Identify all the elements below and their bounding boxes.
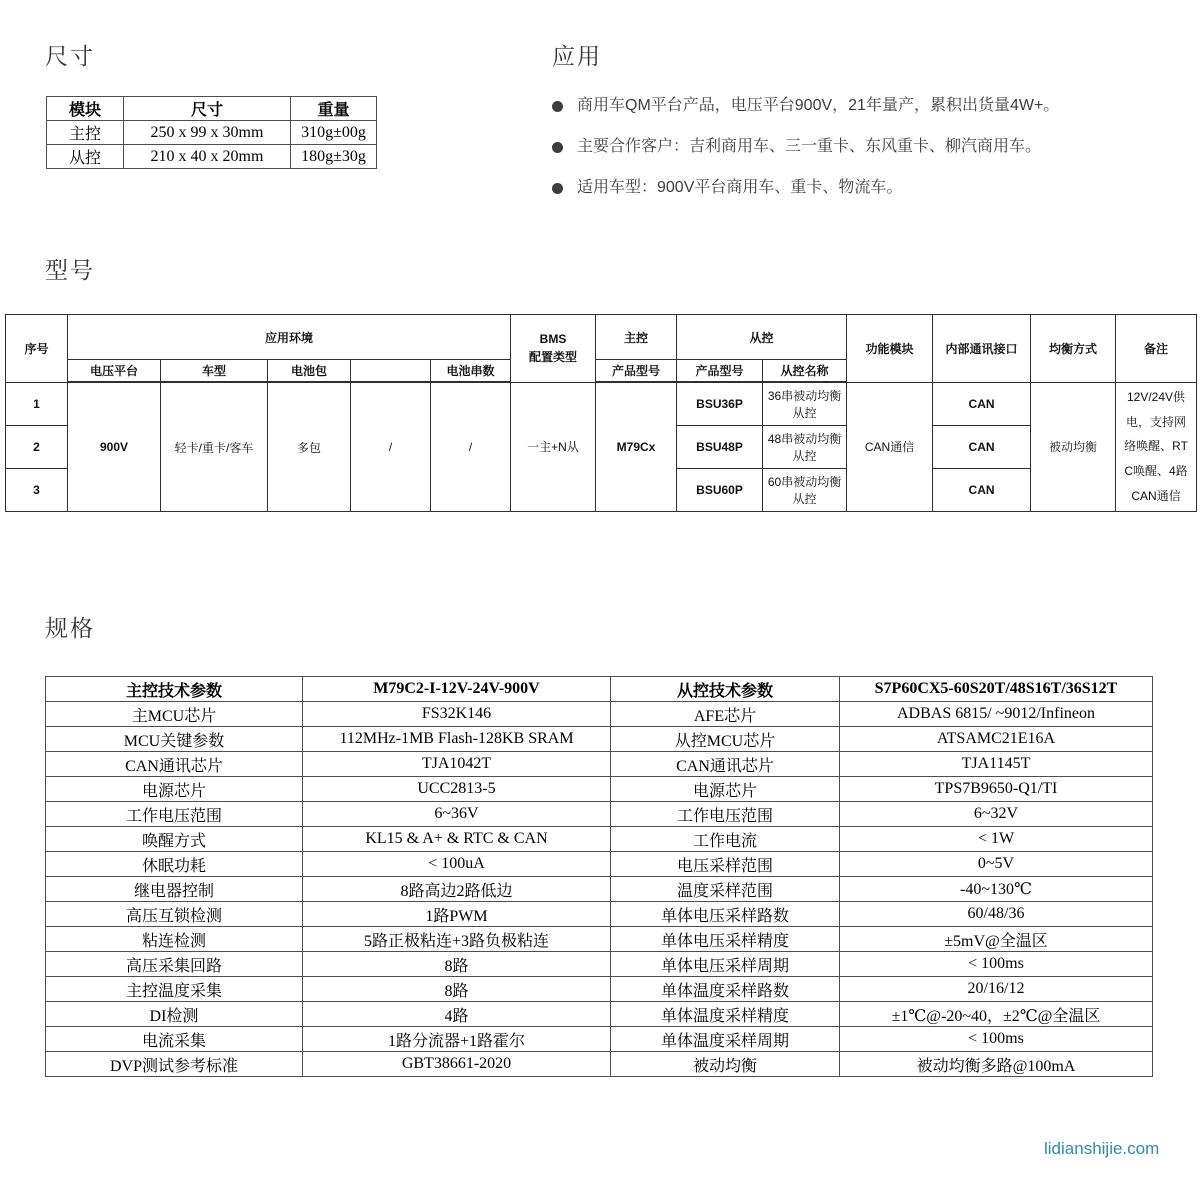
dimensions-header-size: 尺寸 [124,97,291,121]
subheader-voltage-platform: 电压平台 [68,360,161,383]
spec-param-value: ±5mV@全温区 [840,927,1153,952]
spec-param-value: < 100ms [840,952,1153,977]
spec-row [46,1002,1153,1027]
spec-header-row [46,677,1153,702]
model-section-title: 型号 [45,257,95,283]
spec-param-value: ADBAS 6815/ ~9012/Infineon [840,702,1153,727]
header-cell-function-module: 功能模块 [847,315,933,383]
table-cell: 主控 [47,121,124,145]
spec-param-value: 5路正极粘连+3路负极粘连 [303,927,611,952]
spec-param-value: -40~130℃ [840,877,1153,902]
table-row [47,145,377,169]
spec-row [46,777,1153,802]
spec-param-value: KL15 & A+ & RTC & CAN [303,827,611,852]
spec-param-value: 4路 [303,1002,611,1027]
spec-param-value: TJA1042T [303,752,611,777]
spec-header-slave-params: 从控技术参数 [611,677,840,702]
cell-remark: 12V/24V供电，支持网络唤醒、RTC唤醒、4路CAN通信 [1116,382,1197,512]
table-cell: 310g±00g [291,121,377,145]
cell-slave-model: BSU48P [677,426,763,469]
header-cell-bms-type [511,315,596,383]
spec-param-value: 8路 [303,977,611,1002]
header-cell-app-env: 应用环境 [68,315,511,360]
cell-index: 2 [6,426,68,469]
spec-row [46,852,1153,877]
spec-param-value: 0~5V [840,852,1153,877]
spec-param-value: 112MHz-1MB Flash-128KB SRAM [303,727,611,752]
spec-param-value: GBT38661-2020 [303,1052,611,1077]
cell-slave-name: 36串被动均衡从控 [763,382,847,426]
spec-header-master-params: 主控技术参数 [46,677,303,702]
list-item [552,135,1182,159]
cell-series: / [431,382,511,512]
spec-row [46,927,1153,952]
cell-internal-comm: CAN [933,469,1031,512]
list-item [552,176,1182,200]
spec-param-label: 单体温度采样路数 [611,977,840,1002]
cell-bms-config: 一主+N从 [511,382,596,512]
spec-param-label: 高压采集回路 [46,952,303,977]
model-header-row-1 [6,315,1197,360]
spec-section-title: 规格 [45,615,95,641]
cell-voltage: 900V [68,382,161,512]
spec-row [46,827,1153,852]
spec-param-label: 单体温度采样周期 [611,1027,840,1052]
spec-param-label: 单体电压采样周期 [611,952,840,977]
spec-param-value: ATSAMC21E16A [840,727,1153,752]
spec-row [46,877,1153,902]
spec-param-label: 电源芯片 [611,777,840,802]
spec-param-label: 主MCU芯片 [46,702,303,727]
spec-param-value: TPS7B9650-Q1/TI [840,777,1153,802]
spec-param-label: 高压互锁检测 [46,902,303,927]
spec-param-label: 单体温度采样精度 [611,1002,840,1027]
cell-function-module: CAN通信 [847,382,933,512]
cell-slave-model: BSU36P [677,382,763,426]
size-section-title: 尺寸 [45,43,95,69]
spec-row [46,1027,1153,1052]
list-item [552,94,1182,118]
table-row [47,121,377,145]
dimensions-header-row [47,97,377,121]
spec-param-value: < 100uA [303,852,611,877]
spec-param-value: 1路PWM [303,902,611,927]
cell-internal-comm: CAN [933,426,1031,469]
spec-param-label: 从控MCU芯片 [611,727,840,752]
spec-param-label: 休眠功耗 [46,852,303,877]
spec-param-value: UCC2813-5 [303,777,611,802]
spec-param-label: 粘连检测 [46,927,303,952]
spec-header-slave-model: S7P60CX5-60S20T/48S16T/36S12T [840,677,1153,702]
header-cell-master: 主控 [596,315,677,360]
spec-param-label: 主控温度采集 [46,977,303,1002]
spec-row [46,702,1153,727]
spec-param-value: 6~36V [303,802,611,827]
spec-param-label: 温度采样范围 [611,877,840,902]
model-table [5,314,1197,512]
spec-param-label: DI检测 [46,1002,303,1027]
header-cell-slave: 从控 [677,315,847,360]
header-cell-balance-mode: 均衡方式 [1031,315,1116,383]
spec-param-value: 被动均衡多路@100mA [840,1052,1153,1077]
bullet-text: 商用车QM平台产品，电压平台900V，21年量产，累积出货量4W+。 [577,97,1060,114]
table-cell: 从控 [47,145,124,169]
spec-table-body [46,702,1153,1077]
table-cell: 250 x 99 x 30mm [124,121,291,145]
application-section-title: 应用 [552,43,602,69]
spec-param-label: 继电器控制 [46,877,303,902]
spec-param-label: 电流采集 [46,1027,303,1052]
spec-table [45,676,1153,1077]
spec-row [46,977,1153,1002]
dimensions-header-weight: 重量 [291,97,377,121]
application-bullet-list [552,94,1182,217]
spec-param-value: 60/48/36 [840,902,1153,927]
spec-param-value: 8路 [303,952,611,977]
cell-slave-model: BSU60P [677,469,763,512]
cell-index: 1 [6,382,68,426]
spec-row [46,952,1153,977]
cell-balance-mode: 被动均衡 [1031,382,1116,512]
spec-header-master-model: M79C2-I-12V-24V-900V [303,677,611,702]
cell-index: 3 [6,469,68,512]
subheader-battery-series: 电池串数 [431,360,511,383]
spec-row [46,727,1153,752]
spec-param-label: 被动均衡 [611,1052,840,1077]
header-cell-internal-comm: 内部通讯接口 [933,315,1031,383]
subheader-empty [351,360,431,383]
table-cell: 180g±30g [291,145,377,169]
watermark: lidianshijie.com [1044,1139,1160,1158]
spec-param-value: < 100ms [840,1027,1153,1052]
header-cell-remark: 备注 [1116,315,1197,383]
table-cell: 210 x 40 x 20mm [124,145,291,169]
spec-param-label: 唤醒方式 [46,827,303,852]
spec-param-label: CAN通讯芯片 [46,752,303,777]
bullet-icon [552,142,563,153]
spec-param-label: AFE芯片 [611,702,840,727]
spec-param-value: 20/16/12 [840,977,1153,1002]
spec-row [46,802,1153,827]
dimensions-table [46,96,377,169]
subheader-battery-pack: 电池包 [268,360,351,383]
spec-param-label: CAN通讯芯片 [611,752,840,777]
spec-param-label: 单体电压采样路数 [611,902,840,927]
spec-param-label: DVP测试参考标准 [46,1052,303,1077]
bullet-icon [552,183,563,194]
spec-param-value: TJA1145T [840,752,1153,777]
spec-param-label: 工作电压范围 [46,802,303,827]
subheader-slave-name: 从控名称 [763,360,847,383]
bullet-icon [552,101,563,112]
table-row [6,382,1197,426]
spec-row [46,752,1153,777]
cell-pack: 多包 [268,382,351,512]
spec-param-label: MCU关键参数 [46,727,303,752]
cell-slave-name: 48串被动均衡从控 [763,426,847,469]
bullet-text: 主要合作客户：吉利商用车、三一重卡、东风重卡、柳汽商用车。 [577,138,1042,155]
spec-param-value: < 1W [840,827,1153,852]
spec-row [46,1052,1153,1077]
dimensions-header-module: 模块 [47,97,124,121]
bullet-text: 适用车型：900V平台商用车、重卡、物流车。 [577,179,903,196]
cell-master-model: M79Cx [596,382,677,512]
spec-param-value: FS32K146 [303,702,611,727]
spec-param-value: 1路分流器+1路霍尔 [303,1027,611,1052]
cell-slot: / [351,382,431,512]
subheader-master-model: 产品型号 [596,360,677,383]
spec-param-value: ±1℃@-20~40，±2℃@全温区 [840,1002,1153,1027]
spec-param-label: 电压采样范围 [611,852,840,877]
spec-param-label: 工作电压范围 [611,802,840,827]
header-bms-line1: BMS [539,332,567,347]
spec-row [46,902,1153,927]
header-cell-index: 序号 [6,315,68,383]
spec-param-label: 单体电压采样精度 [611,927,840,952]
spec-param-value: 6~32V [840,802,1153,827]
header-bms-line2: 配置类型 [529,350,578,365]
spec-param-value: 8路高边2路低边 [303,877,611,902]
cell-internal-comm: CAN [933,382,1031,426]
subheader-vehicle-type: 车型 [161,360,268,383]
spec-param-label: 工作电流 [611,827,840,852]
spec-param-label: 电源芯片 [46,777,303,802]
subheader-slave-model: 产品型号 [677,360,763,383]
cell-slave-name: 60串被动均衡从控 [763,469,847,512]
cell-vehicle: 轻卡/重卡/客车 [161,382,268,512]
